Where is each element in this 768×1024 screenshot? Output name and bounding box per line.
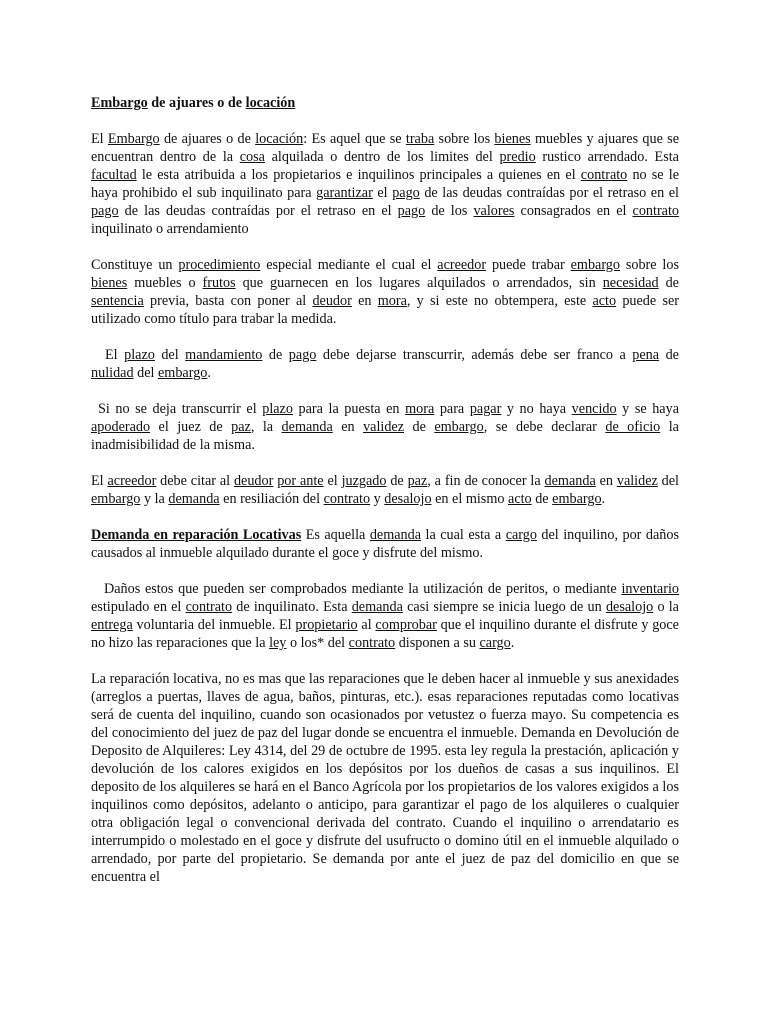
link[interactable]: valores (473, 203, 515, 219)
link[interactable]: procedimiento (178, 257, 261, 273)
link[interactable]: apoderado (91, 419, 151, 435)
link[interactable]: mora (377, 293, 407, 309)
paragraph-embargo-definition: El Embargo de ajuares o de locación: Es aquel que se traba sobre los bienes muebles y ajuares que se encuentran dentro de la cosa alquilada o dentro de los limites del predio rustico arrendado. Esta facultad le esta atribuida a los propietarios e inquilinos principales a quienes en el contrato no se le haya prohibido el sub inquilinato para garantizar el pago de las deudas contraídas por el retraso en el pago de las deudas contraídas por el retraso en el pago de los valores consagrados en el contrato inquilinato o arrendamiento (91, 131, 680, 237)
link[interactable]: demanda (544, 473, 596, 489)
link[interactable]: desalojo (384, 491, 432, 507)
link[interactable]: juzgado (341, 473, 387, 489)
link[interactable]: acto (508, 491, 532, 507)
link[interactable]: por ante (277, 473, 324, 489)
link[interactable]: comprobar (375, 617, 437, 633)
link[interactable]: demanda (168, 491, 220, 507)
paragraph-reparacion-locativa: Demanda en reparación Locativas Es aquella demanda la cual esta a cargo del inquilino, por daños causados al inmueble alquilado durante el goce y disfrute del mismo. (91, 527, 679, 561)
link[interactable]: contrato (323, 491, 371, 507)
link[interactable]: contrato (632, 203, 680, 219)
link[interactable]: nulidad (91, 365, 134, 381)
link[interactable]: acreedor (107, 473, 157, 489)
document-page (91, 94, 679, 886)
link[interactable]: Embargo (107, 131, 160, 147)
link[interactable]: embargo (552, 491, 602, 507)
link[interactable]: contrato (580, 167, 628, 183)
link[interactable]: contrato (185, 599, 233, 615)
link[interactable]: demanda (281, 419, 333, 435)
document-title: Embargo de ajuares o de locación (91, 95, 296, 111)
link[interactable]: deudor (233, 473, 274, 489)
link[interactable]: cosa (239, 149, 265, 165)
link[interactable]: demanda (351, 599, 403, 615)
title-link-embargo[interactable]: Embargo (91, 95, 148, 111)
link[interactable]: pena (632, 347, 660, 363)
link[interactable]: predio (499, 149, 536, 165)
link[interactable]: bienes (494, 131, 531, 147)
link[interactable]: mandamiento (185, 347, 263, 363)
link[interactable]: pago (392, 185, 420, 201)
link[interactable]: sentencia (91, 293, 144, 309)
link[interactable]: de oficio (605, 419, 661, 435)
link[interactable]: embargo (434, 419, 484, 435)
link[interactable]: validez (363, 419, 405, 435)
link[interactable]: plazo (262, 401, 293, 417)
link[interactable]: pago (91, 203, 119, 219)
paragraph-plazo: El plazo del mandamiento de pago debe dejarse transcurrir, además debe ser franco a pena de nulidad del embargo. (91, 347, 679, 381)
link[interactable]: propietario (295, 617, 358, 633)
link[interactable]: pago (288, 347, 317, 363)
link[interactable]: embargo (570, 257, 620, 273)
link[interactable]: locación (255, 131, 304, 147)
paragraph-procedure: Constituye un procedimiento especial mediante el cual el acreedor puede trabar embargo sobre los bienes muebles o frutos que guarnecen en los lugares alquilados o arrendados, sin necesidad de sentencia previa, basta con poner al deudor en mora, y si este no obtempera, este acto puede ser utilizado como título para trabar la medida. (91, 257, 679, 327)
link[interactable]: desalojo (605, 599, 654, 615)
link[interactable]: inventario (621, 581, 679, 597)
link[interactable]: cargo (505, 527, 537, 543)
link[interactable]: paz (231, 419, 251, 435)
link[interactable]: deudor (312, 293, 352, 309)
link[interactable]: mora (405, 401, 435, 417)
title-link-locacion[interactable]: locación (245, 95, 296, 111)
link[interactable]: garantizar (316, 185, 373, 201)
link[interactable]: facultad (91, 167, 137, 183)
link[interactable]: demanda (369, 527, 422, 543)
paragraph-danos: Daños estos que pueden ser comprobados mediante la utilización de peritos, o mediante inventario estipulado en el contrato de inquilinato. Esta demanda casi siempre se inicia luego de un desalojo o la entrega voluntaria del inmueble. El propietario al comprobar que el inquilino durante el disfrute y goce no hizo las reparaciones que la ley o los* del contrato disponen a su cargo. (91, 581, 679, 651)
link[interactable]: paz (407, 473, 428, 489)
link[interactable]: necesidad (602, 275, 659, 291)
paragraph-reparacion-locativa-body: La reparación locativa, no es mas que las reparaciones que le deben hacer al inmueble y sus anexidades (arreglos a puertas, llaves de agua, baños, pinturas, etc.). esas reparaciones reputadas como locativas será de cuenta del inquilino, cuando son ocasionados por vetustez o fuerza mayo. Su competencia es del conocimiento del juez de paz del lugar donde se encuentra el inmueble. Demanda en Devolución de Deposito de Alquileres: Ley 4314, del 29 de octubre de 1995. esta ley regula la prestación, aplicación y devolución de los calores exigidos en los depósitos por los dueños de casas a sus inquilinos. El deposito de los alquileres se hará en el Banco Agrícola por los propietarios de los valores exigidos a los inquilinos como depósitos, adelanto o anticipo, para garantizar el pago de los alquileres o cualquier otra obligación legal o convencional derivada del contrato. Cuando el inquilino o arrendatario es interrumpido o molestado en el goce y disfrute del usufructo o domino útil en el inmueble alquilado o arrendado, por parte del propietario. Se demanda por ante el juez de paz del domicilio en que se encuentra el (91, 671, 679, 885)
link[interactable]: ley (269, 635, 287, 651)
link[interactable]: acreedor (437, 257, 487, 273)
link[interactable]: vencido (571, 401, 617, 417)
link[interactable]: validez (616, 473, 658, 489)
paragraph-inadmisibilidad: Si no se deja transcurrir el plazo para la puesta en mora para pagar y no haya vencido y se haya apoderado el juez de paz, la demanda en validez de embargo, se debe declarar de oficio la inadmisibilidad de la misma. (91, 401, 679, 453)
link[interactable]: plazo (124, 347, 155, 363)
link[interactable]: cargo (479, 635, 511, 651)
link[interactable]: entrega (91, 617, 133, 633)
link[interactable]: embargo (158, 365, 208, 381)
section-heading-reparacion: Demanda en reparación Locativas (91, 527, 302, 543)
link[interactable]: pagar (469, 401, 502, 417)
link[interactable]: embargo (91, 491, 141, 507)
link[interactable]: frutos (202, 275, 236, 291)
paragraph-citacion: El acreedor debe citar al deudor por ante el juzgado de paz, a fin de conocer la demanda en validez del embargo y la demanda en resiliación del contrato y desalojo en el mismo acto de embargo. (91, 473, 679, 507)
link[interactable]: bienes (91, 275, 128, 291)
link[interactable]: acto (592, 293, 617, 309)
link[interactable]: traba (405, 131, 435, 147)
link[interactable]: contrato (348, 635, 396, 651)
link[interactable]: pago (397, 203, 426, 219)
